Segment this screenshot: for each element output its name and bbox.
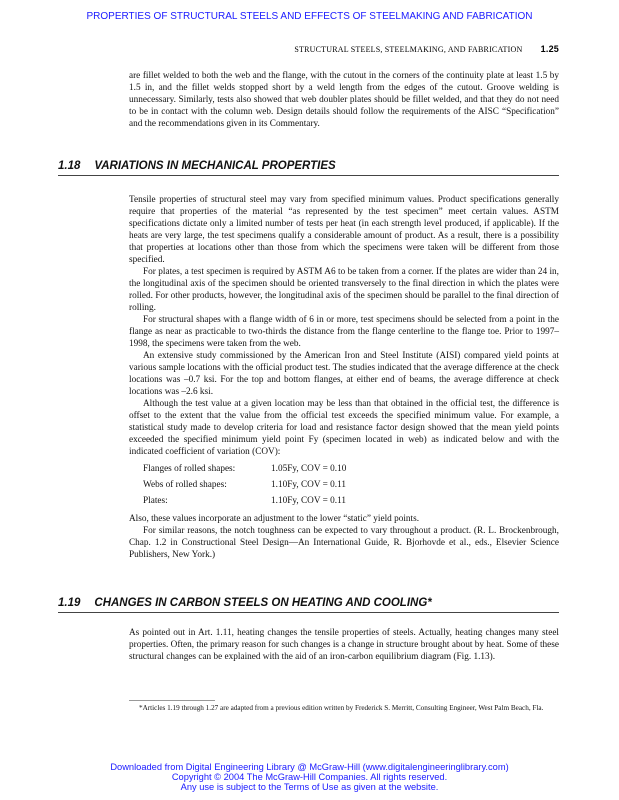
- value-text: 1.10Fy, COV = 0.11: [271, 480, 347, 490]
- value-text: 1.05Fy, COV = 0.10: [271, 464, 347, 474]
- intro-paragraph: are fillet welded to both the web and the flange, with the cutout in the corners of the continuity plate at least 1.5 by 1.5 in, and the fillet welds stopped short by a weld length from the edges of the cutout. Groove welding is unnecessary. Similarly, tests also showed that web doubler plates should be fillet welded, and that they do not need to be in contact with the column web. Design details should follow the requirements of the AISC “Specification” and the recommendations given in its Commentary.: [129, 71, 559, 129]
- paragraph: Tensile properties of structural steel may vary from specified minimum values. Product specifications generally require that properties of the material “as represented by the test specimen” meet certain values. ASTM specifications dictate only a limited number of tests per heat (in each strength level produced, if applicable). If the heats are very large, the test specimens qualify a considerable amount of product. As a result, there is a possibility that properties at locations other than those from which the specimens were taken will be different from those specified.: [129, 195, 559, 265]
- notice-line: Any use is subject to the Terms of Use as given at the website.: [180, 782, 439, 792]
- download-notice: [0, 762, 619, 792]
- value-label: Plates:: [143, 496, 168, 506]
- footnote: *Articles 1.19 through 1.27 are adapted from a previous edition written by Frederick S. Merritt, Consulting Engineer, West Palm Beach, Fla.: [139, 704, 544, 712]
- section-heading-1-19: [58, 597, 559, 613]
- footnote-rule: [129, 700, 215, 701]
- paragraph: For plates, a test specimen is required by ASTM A6 to be taken from a corner. If the plates are wider than 24 in, the longitudinal axis of the specimen should be oriented transversely to the final direction in which the plates were rolled. For other products, however, the longitudinal axis of the specimen should be parallel to the final direction of rolling.: [129, 267, 559, 313]
- paragraph: Although the test value at a given location may be less than that obtained in the official test, the difference is offset to the extent that the value from the official test exceeds the specified minimum value. For example, a statistical study made to develop criteria for load and resistance factor design showed that the mean yield points exceeded the specified minimum yield point Fy (specimen located in web) as indicated below and with the indicated coefficient of variation (COV):: [129, 399, 559, 457]
- running-head-title: STRUCTURAL STEELS, STEELMAKING, AND FABRICATION: [294, 45, 523, 54]
- yield-value-row: [129, 479, 559, 491]
- section-title: VARIATIONS IN MECHANICAL PROPERTIES: [94, 160, 336, 172]
- yield-value-row: [129, 463, 559, 475]
- section-1-18-body: [129, 194, 559, 561]
- paragraph: For similar reasons, the notch toughness can be expected to vary throughout a product. (R. L. Brockenbrough, Chap. 1.2 in Constructional Steel Design—An International Guide, R. Bjorhovde et al., eds., Elsevier Science Publishers, New York.): [129, 526, 559, 560]
- paragraph: For structural shapes with a flange width of 6 in or more, test specimens should be selected from a point in the flange as near as practicable to two-thirds the distance from the flange centerline to the flange toe. Prior to 1997–1998, the specimens were taken from the web.: [129, 315, 559, 349]
- page-banner: PROPERTIES OF STRUCTURAL STEELS AND EFFECTS OF STEELMAKING AND FABRICATION: [86, 11, 533, 22]
- intro-paragraph-block: [129, 70, 559, 130]
- value-text: 1.10Fy, COV = 0.11: [271, 496, 347, 506]
- running-head: [294, 44, 559, 54]
- notice-line: Copyright © 2004 The McGraw-Hill Companies. All rights reserved.: [171, 772, 448, 782]
- yield-value-row: [129, 495, 559, 507]
- notice-line: Downloaded from Digital Engineering Library @ McGraw-Hill (www.digitalengineeringlibrary.com): [110, 762, 509, 772]
- section-number: 1.18: [58, 160, 81, 172]
- section-number: 1.19: [58, 597, 81, 609]
- paragraph: An extensive study commissioned by the American Iron and Steel Institute (AISI) compared yield points at various sample locations with the official product test. The studies indicated that the average difference at the check locations was –0.7 ksi. For the top and bottom flanges, at either end of beams, the average difference at check locations was –2.6 ksi.: [129, 351, 559, 397]
- section-1-19-body: [129, 627, 559, 663]
- paragraph: As pointed out in Art. 1.11, heating changes the tensile properties of steels. Actually, heating changes many steel properties. Often, the primary reason for such changes is a change in structure brought about by heat. Some of these structural changes can be explained with the aid of an iron-carbon equilibrium diagram (Fig. 1.13).: [129, 628, 559, 662]
- value-label: Webs of rolled shapes:: [143, 480, 227, 490]
- page-number: 1.25: [540, 44, 559, 54]
- section-title: CHANGES IN CARBON STEELS ON HEATING AND COOLING*: [94, 597, 432, 609]
- paragraph: Also, these values incorporate an adjustment to the lower “static” yield points.: [129, 514, 420, 524]
- value-label: Flanges of rolled shapes:: [143, 464, 236, 474]
- section-heading-1-18: [58, 160, 559, 176]
